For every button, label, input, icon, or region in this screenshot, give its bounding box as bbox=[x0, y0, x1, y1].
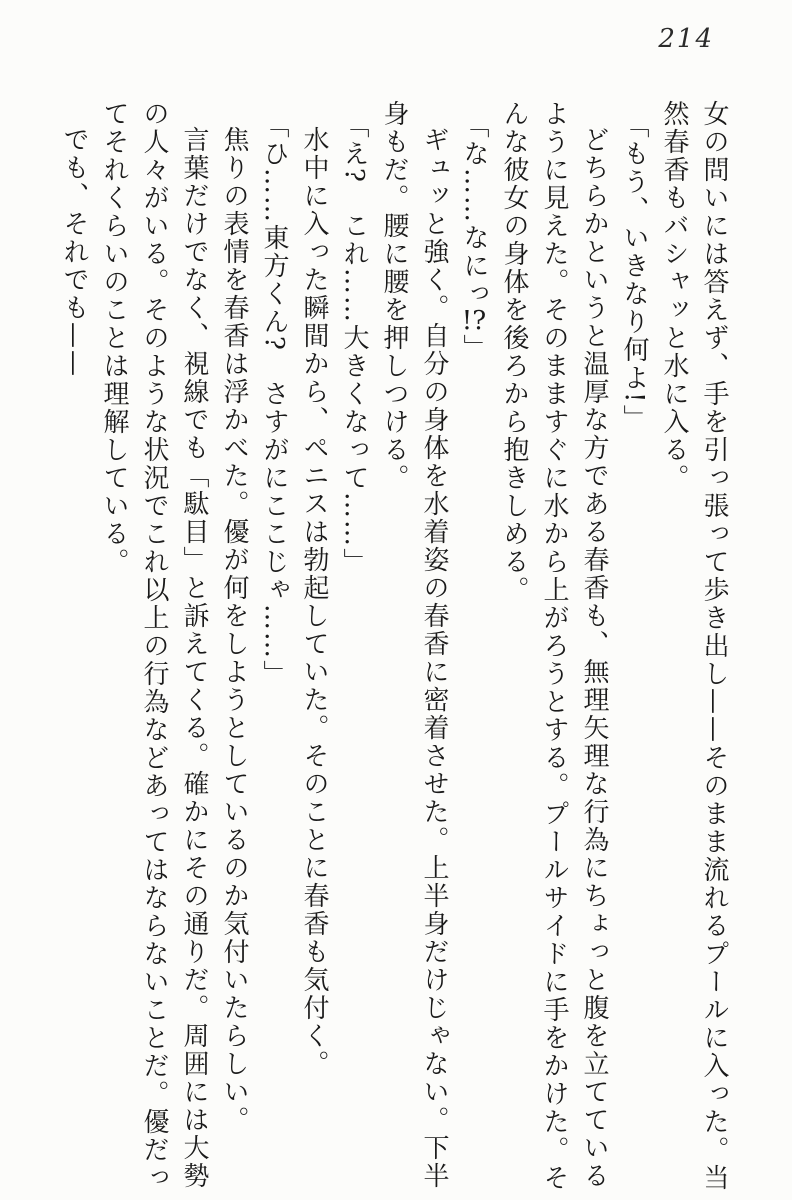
novel-paragraph: ギュッと強く。自分の身体を水着姿の春香に密着させた。上半身だけじゃない。下半身もだ。腰に腰を押しつける。 bbox=[379, 100, 449, 1190]
novel-paragraph: 女の問いには答えず、手を引っ張って歩き出し——そのまま流れるプールに入った。当然春香もバシャッと水に入る。 bbox=[659, 100, 729, 1192]
novel-paragraph: 焦りの表情を春香は浮かべた。優が何をしようとしているのか気付いたらしい。 bbox=[219, 126, 249, 1134]
novel-paragraph: 水中に入った瞬間から、ペニスは勃起していた。そのことに春香も気付く。 bbox=[299, 126, 329, 1078]
dialogue-line: 「もう、いきなり何よ!」 bbox=[619, 111, 649, 433]
dialogue-line: 「え? これ……大きくなって……」 bbox=[339, 111, 369, 576]
dialogue-line: 「ひ……東方くん? さすがにここじゃ……」 bbox=[259, 111, 289, 688]
dialogue-line: 「な……なにっ!?」 bbox=[459, 111, 489, 362]
body-text bbox=[54, 100, 734, 1194]
page-number: 214 bbox=[658, 24, 714, 54]
novel-paragraph: 言葉だけでなく、視線でも「駄目」と訴えてくる。確かにその通りだ。周囲には大勢の人々がいる。そのような状況でこれ以上の行為などあってはならないことだ。優だってそれくらいのことは理解している。 bbox=[99, 100, 209, 1192]
novel-paragraph: どちらかというと温厚な方である春香も、無理矢理な行為にちょっと腹を立てているように見えた。そのまますぐに水から上がろうとする。プールサイドに手をかけた。そんな彼女の身体を後ろから抱きしめる。 bbox=[499, 100, 609, 1192]
novel-paragraph: でも、それでも—— bbox=[59, 126, 89, 378]
